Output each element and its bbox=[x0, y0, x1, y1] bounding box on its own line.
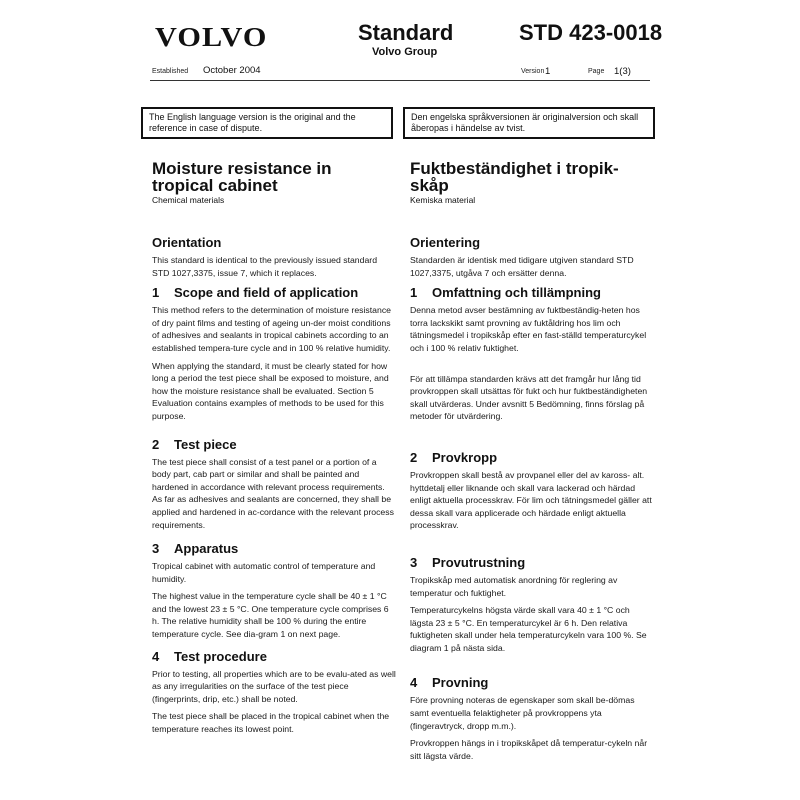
title-sv-line2: skåp bbox=[410, 176, 449, 195]
orientation-text-sv: Standarden är identisk med tidigare utgiven standard STD 1027,3375, utgåva 7 och ersätter denna. bbox=[410, 255, 634, 278]
section-number: 3 bbox=[152, 541, 160, 557]
section-1-para-2-sv: För att tillämpa standarden krävs att det framgår hur lång tid provkroppen skall utsättas för fukt och hur fuktbeständigheten skall utvärderas. Under avsnitt 5 Bedömning, finns förslag på metoder för utvärdering. bbox=[410, 373, 648, 422]
section-title: Provutrustning bbox=[432, 554, 526, 570]
section-3-para-1-sv: Tropikskåp med automatisk anordning för reglering av temperatur och fuktighet. bbox=[410, 574, 618, 598]
volvo-logo: VOLVO bbox=[155, 22, 268, 52]
version-label: Version bbox=[521, 68, 545, 75]
section-3-para-2-en: The highest value in the temperature cycle shall be 40 ± 1 °C and the lowest 23 ± 5 °C. One temperature cycle comprises 6 h. The relative humidity shall be 100 % during the entire temperature cycle. See dia-gram 1 on next page. bbox=[152, 591, 389, 640]
section-1-heading-en bbox=[152, 285, 396, 300]
section-3-heading-sv bbox=[410, 555, 654, 570]
section-4-para-1-en: Prior to testing, all properties which are to be evalu-ated as well as any irregularities on the surface of the test piece (fingerprints, drip, etc.) shall be noted. bbox=[152, 668, 396, 704]
section-title: Test procedure bbox=[174, 648, 267, 664]
section-title: Scope and field of application bbox=[174, 285, 359, 301]
section-4-para-2-en: The test piece shall be placed in the tropical cabinet when the temperature reaches its lowest point. bbox=[152, 711, 390, 735]
section-title: Provkropp bbox=[432, 449, 498, 465]
section-4-para-1-sv: Före provning noteras de egenskaper som skall be-dömas samt eventuella felaktigheter på provkroppens yta (fingeravtryck, dropp m.m.). bbox=[410, 695, 635, 731]
section-number: 2 bbox=[152, 436, 160, 452]
title-en-line2: tropical cabinet bbox=[152, 176, 278, 195]
section-4-heading-en bbox=[152, 649, 396, 664]
section-4-heading-sv bbox=[410, 675, 654, 690]
notice-box-en bbox=[141, 107, 393, 139]
header-divider bbox=[150, 80, 650, 81]
section-3-para-1-en: Tropical cabinet with automatic control of temperature and humidity. bbox=[152, 561, 376, 584]
column-swedish bbox=[410, 160, 654, 762]
subtitle-sv: Kemiska material bbox=[410, 195, 476, 205]
section-number: 2 bbox=[410, 449, 418, 465]
notice-box-sv bbox=[403, 107, 655, 139]
section-title: Omfattning och tillämpning bbox=[432, 285, 601, 301]
page-label: Page bbox=[588, 68, 605, 75]
orientation-heading-en: Orientation bbox=[152, 235, 222, 250]
document-type: Standard bbox=[358, 20, 454, 45]
notice-text-en: The English language version is the original and the reference in case of dispute. bbox=[149, 112, 356, 133]
section-2-para-1-sv: Provkroppen skall bestå av provpanel eller del av kaross- alt. hyttdetalj eller liknande och skall vara lackerad och härdad enligt aktuella processkrav. För lim och tätningsmedel gäller att dessa skall vara applicerade och härdade enligt aktuella processkrav. bbox=[410, 469, 652, 531]
section-3-para-2-sv: Temperaturcykelns högsta värde skall vara 40 ± 1 °C och lägsta 23 ± 5 °C. En temperaturcykel är 6 h. Den relativa fuktigheten skall under hela temperaturcykeln vara 100 %. Se diagram 1 på nästa sida. bbox=[410, 605, 647, 653]
title-sv-line1: Fuktbeständighet i tropik- bbox=[410, 159, 619, 178]
section-number: 3 bbox=[410, 554, 418, 570]
section-4-para-2-sv: Provkroppen hängs in i tropikskåpet då temperatur-cykeln når sitt lägsta värde. bbox=[410, 738, 648, 761]
section-number: 1 bbox=[152, 285, 160, 301]
page-value: 1(3) bbox=[614, 66, 631, 77]
document-number: STD 423-0018 bbox=[519, 20, 663, 45]
section-1-para-1-en: This method refers to the determination of moisture resistance of dry paint films and testing of ageing un-der moist conditions of adhesives and sealants in tropical cabinets according to an established tempera-ture cycle and in 100 % relative humidity. bbox=[152, 305, 392, 353]
section-title: Provning bbox=[432, 675, 489, 691]
section-number: 4 bbox=[152, 648, 160, 664]
subtitle-en: Chemical materials bbox=[152, 195, 225, 205]
section-2-para-1-en: The test piece shall consist of a test panel or a portion of a body part, cab part or similar and shall be painted and hardened in accordance with relevant process requirements. As far as adhesives and sealants are concerned, they shall be applied and hardened in ac-cordance with the relevant process requirements. bbox=[152, 456, 394, 530]
section-3-heading-en bbox=[152, 541, 396, 556]
section-number: 1 bbox=[410, 285, 418, 301]
organization: Volvo Group bbox=[372, 46, 438, 58]
section-2-heading-en bbox=[152, 437, 396, 452]
notice-text-sv: Den engelska språkversionen är originalversion och skall åberopas i händelse av tvist. bbox=[411, 112, 639, 133]
orientation-text-en: This standard is identical to the previously issued standard STD 1027,3375, issue 7, which it replaces. bbox=[152, 255, 378, 278]
established-value: October 2004 bbox=[203, 65, 261, 76]
section-2-heading-sv bbox=[410, 450, 654, 465]
column-english bbox=[152, 160, 396, 736]
section-1-para-1-sv: Denna metod avser bestämning av fuktbeständig-heten hos torra lackskikt samt provning av fuktåldring hos lim och tätningsmedel i tropikskåp efter en fast-ställd temperaturcykel och i 100 % relativ fuktighet. bbox=[410, 305, 647, 353]
section-number: 4 bbox=[410, 675, 418, 691]
established-label: Established bbox=[152, 68, 189, 75]
section-1-heading-sv bbox=[410, 285, 654, 300]
section-title: Apparatus bbox=[174, 541, 239, 557]
title-en-line1: Moisture resistance in bbox=[152, 159, 332, 178]
section-title: Test piece bbox=[174, 436, 237, 452]
version-value: 1 bbox=[545, 66, 551, 77]
section-1-para-2-en: When applying the standard, it must be clearly stated for how long a period the test piece shall be exposed to moisture, and how the moisture resistance shall be evaluated. Section 5 Evaluation contains examples of methods to be used for this purpose. bbox=[152, 360, 389, 421]
orientation-heading-sv: Orientering bbox=[410, 235, 481, 250]
